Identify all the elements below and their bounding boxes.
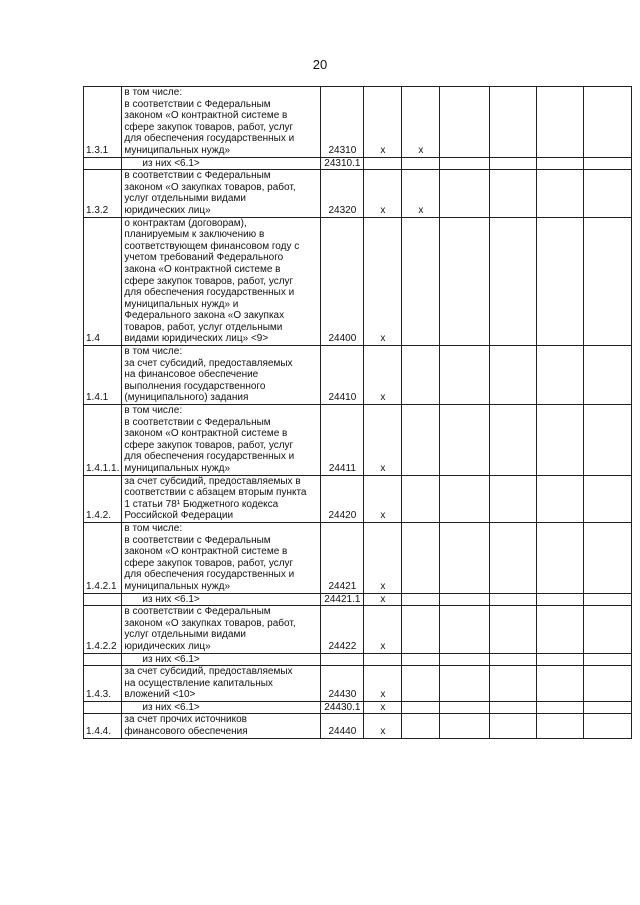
description-line: видами юридических лиц» <9> — [124, 333, 269, 345]
empty-value-cell — [584, 666, 632, 702]
row-number-cell: 1.4.4. — [84, 714, 122, 738]
mark-cell-2 — [402, 714, 440, 738]
empty-value-cell — [584, 522, 632, 593]
row-number-cell — [84, 701, 122, 714]
empty-value-cell — [584, 714, 632, 738]
description-line: соответствующем финансовом году с — [124, 240, 300, 252]
table-row — [84, 522, 632, 593]
empty-value-cell — [537, 346, 584, 405]
description-line: выполнения государственного — [124, 380, 266, 392]
empty-value-cell — [584, 593, 632, 606]
row-code-cell: 24320 — [321, 170, 364, 217]
empty-value-cell — [537, 666, 584, 702]
description-line: Российской Федерации — [124, 510, 234, 522]
description-line: в соответствии с Федеральным — [124, 98, 271, 110]
mark-cell-1 — [364, 157, 402, 170]
empty-value-cell — [490, 346, 537, 405]
description-line: законом «О контрактной системе в — [124, 110, 288, 122]
empty-value-cell — [490, 217, 537, 346]
empty-value-cell — [440, 606, 490, 653]
row-description-cell — [122, 475, 321, 522]
empty-value-cell — [440, 653, 490, 666]
description-line: законом «О контрактной системе в — [124, 546, 288, 558]
row-number-cell — [84, 593, 122, 606]
mark-cell-1: x — [364, 475, 402, 522]
description-line: муниципальных нужд» и — [124, 298, 239, 310]
row-description-cell — [122, 87, 321, 158]
row-code-cell: 24420 — [321, 475, 364, 522]
description-line: законом «О контрактной системе в — [124, 428, 288, 440]
row-number-cell: 1.4.2. — [84, 475, 122, 522]
empty-value-cell — [584, 87, 632, 158]
row-description-cell — [122, 666, 321, 702]
empty-value-cell — [537, 606, 584, 653]
row-description-cell — [122, 405, 321, 476]
description-line: законом «О закупках товаров, работ, — [124, 617, 296, 629]
empty-value-cell — [490, 170, 537, 217]
empty-value-cell — [537, 170, 584, 217]
description-line: учетом требований Федерального — [124, 252, 284, 264]
empty-value-cell — [584, 346, 632, 405]
empty-value-cell — [490, 701, 537, 714]
empty-value-cell — [440, 666, 490, 702]
row-description-cell — [122, 170, 321, 217]
mark-cell-2 — [402, 593, 440, 606]
mark-cell-1: x — [364, 666, 402, 702]
row-code-cell — [321, 653, 364, 666]
description-line: муниципальных нужд» — [124, 463, 230, 474]
row-description-cell — [122, 346, 321, 405]
row-code-cell: 24410 — [321, 346, 364, 405]
row-code-cell: 24422 — [321, 606, 364, 653]
empty-value-cell — [490, 714, 537, 738]
table-row — [84, 475, 632, 522]
mark-cell-1: x — [364, 346, 402, 405]
mark-cell-2 — [402, 217, 440, 346]
empty-value-cell — [537, 714, 584, 738]
description-line: сфере закупок товаров, работ, услуг — [124, 439, 294, 451]
row-code-cell: 24421.1 — [321, 593, 364, 606]
financial-plan-table — [83, 86, 632, 739]
description-line: Федерального закона «О закупках — [124, 310, 285, 322]
empty-value-cell — [490, 405, 537, 476]
row-number-cell: 1.4.1.1. — [84, 405, 122, 476]
mark-cell-2 — [402, 346, 440, 405]
row-code-cell: 24400 — [321, 217, 364, 346]
description-line: сфере закупок товаров, работ, услуг — [124, 557, 294, 569]
empty-value-cell — [584, 170, 632, 217]
description-line: за счет субсидий, предоставляемых — [124, 357, 293, 369]
row-code-cell: 24440 — [321, 714, 364, 738]
empty-value-cell — [584, 217, 632, 346]
description-line: из них <6.1> — [142, 593, 200, 605]
page-number: 20 — [312, 57, 328, 72]
row-number-cell: 1.4.1 — [84, 346, 122, 405]
mark-cell-2: x — [402, 170, 440, 217]
table-row — [84, 666, 632, 702]
description-line: в том числе: — [124, 405, 183, 417]
table-row — [84, 217, 632, 346]
empty-value-cell — [440, 346, 490, 405]
description-line: для обеспечения государственных и — [124, 569, 295, 581]
description-line: муниципальных нужд» — [124, 580, 230, 592]
table-row — [84, 170, 632, 217]
mark-cell-2 — [402, 157, 440, 170]
row-number-cell: 1.4 — [84, 217, 122, 346]
empty-value-cell — [440, 87, 490, 158]
mark-cell-2 — [402, 475, 440, 522]
empty-value-cell — [490, 606, 537, 653]
description-line: закона «О контрактной системе в — [124, 263, 281, 275]
mark-cell-1: x — [364, 170, 402, 217]
description-line: товаров, работ, услуг отдельными — [124, 321, 283, 333]
mark-cell-2 — [402, 405, 440, 476]
empty-value-cell — [440, 405, 490, 476]
description-line: в том числе: — [124, 87, 183, 98]
empty-value-cell — [584, 405, 632, 476]
description-line: из них <6.1> — [142, 157, 200, 169]
description-line: для обеспечения государственных и — [124, 287, 295, 299]
description-line: за счет субсидий, предоставляемых — [124, 666, 293, 678]
row-description-cell — [122, 701, 321, 714]
empty-value-cell — [537, 217, 584, 346]
empty-value-cell — [537, 87, 584, 158]
empty-value-cell — [537, 475, 584, 522]
mark-cell-2 — [402, 522, 440, 593]
description-line: в том числе: — [124, 346, 183, 358]
empty-value-cell — [537, 157, 584, 170]
table-row — [84, 346, 632, 405]
empty-value-cell — [490, 666, 537, 702]
description-line: в том числе: — [124, 522, 183, 534]
mark-cell-2 — [402, 666, 440, 702]
row-number-cell — [84, 157, 122, 170]
row-number-cell: 1.4.2.2 — [84, 606, 122, 653]
empty-value-cell — [584, 475, 632, 522]
description-line: 1 статьи 78¹ Бюджетного кодекса — [124, 498, 279, 510]
row-description-cell — [122, 714, 321, 738]
empty-value-cell — [440, 157, 490, 170]
table-row — [84, 593, 632, 606]
row-description-cell — [122, 217, 321, 346]
description-line: за счет субсидий, предоставляемых в — [124, 475, 301, 487]
row-number-cell: 1.4.2.1 — [84, 522, 122, 593]
empty-value-cell — [490, 522, 537, 593]
table-row — [84, 606, 632, 653]
description-line: в соответствии с Федеральным — [124, 416, 271, 428]
empty-value-cell — [584, 157, 632, 170]
empty-value-cell — [490, 157, 537, 170]
description-line: из них <6.1> — [142, 701, 200, 713]
description-line: планируемым к заключению в — [124, 229, 265, 241]
description-line: в соответствии с Федеральным — [124, 606, 271, 618]
description-line: в соответствии с Федеральным — [124, 170, 271, 182]
description-line: на финансовое обеспечение — [124, 369, 259, 381]
empty-value-cell — [440, 593, 490, 606]
description-line: законом «О закупках товаров, работ, — [124, 181, 296, 193]
mark-cell-2 — [402, 606, 440, 653]
row-number-cell: 1.4.3. — [84, 666, 122, 702]
description-line: юридических лиц» — [124, 204, 211, 216]
description-line: услуг отдельными видами — [124, 193, 246, 205]
description-line: муниципальных нужд» — [124, 144, 230, 156]
empty-value-cell — [490, 653, 537, 666]
empty-value-cell — [490, 87, 537, 158]
row-code-cell: 24430.1 — [321, 701, 364, 714]
empty-value-cell — [440, 522, 490, 593]
mark-cell-1: x — [364, 606, 402, 653]
empty-value-cell — [537, 522, 584, 593]
row-number-cell — [84, 653, 122, 666]
row-code-cell: 24430 — [321, 666, 364, 702]
description-line: для обеспечения государственных и — [124, 451, 295, 463]
description-line: сфере закупок товаров, работ, услуг — [124, 121, 294, 133]
empty-value-cell — [440, 714, 490, 738]
mark-cell-2: x — [402, 87, 440, 158]
row-code-cell: 24310 — [321, 87, 364, 158]
mark-cell-2 — [402, 701, 440, 714]
empty-value-cell — [584, 701, 632, 714]
empty-value-cell — [440, 217, 490, 346]
empty-value-cell — [440, 170, 490, 217]
description-line: вложений <10> — [124, 689, 196, 701]
empty-value-cell — [537, 653, 584, 666]
row-code-cell: 24421 — [321, 522, 364, 593]
description-line: услуг отдельными видами — [124, 629, 246, 641]
table-row — [84, 653, 632, 666]
description-line: юридических лиц» — [124, 640, 211, 652]
description-line: на осуществление капитальных — [124, 677, 273, 689]
table-row — [84, 405, 632, 476]
empty-value-cell — [490, 593, 537, 606]
mark-cell-1: x — [364, 593, 402, 606]
mark-cell-2 — [402, 653, 440, 666]
description-line: из них <6.1> — [142, 653, 200, 665]
mark-cell-1: x — [364, 217, 402, 346]
row-number-cell: 1.3.1 — [84, 87, 122, 158]
mark-cell-1 — [364, 653, 402, 666]
empty-value-cell — [440, 701, 490, 714]
row-code-cell: 24310.1 — [321, 157, 364, 170]
row-description-cell — [122, 606, 321, 653]
row-description-cell — [122, 522, 321, 593]
row-code-cell: 24411 — [321, 405, 364, 476]
table-row — [84, 87, 632, 158]
empty-value-cell — [537, 701, 584, 714]
description-line: (муниципального) задания — [124, 392, 249, 404]
mark-cell-1: x — [364, 714, 402, 738]
table-row — [84, 714, 632, 738]
description-line: за счет прочих источников — [124, 714, 247, 726]
table-row — [84, 701, 632, 714]
description-line: для обеспечения государственных и — [124, 133, 295, 145]
empty-value-cell — [537, 593, 584, 606]
mark-cell-1: x — [364, 522, 402, 593]
row-description-cell — [122, 157, 321, 170]
empty-value-cell — [490, 475, 537, 522]
description-line: финансового обеспечения — [124, 726, 248, 738]
table-row — [84, 157, 632, 170]
row-number-cell: 1.3.2 — [84, 170, 122, 217]
empty-value-cell — [584, 606, 632, 653]
description-line: в соответствии с Федеральным — [124, 534, 271, 546]
row-description-cell — [122, 593, 321, 606]
description-line: о контрактам (договорам), — [124, 217, 247, 229]
description-line: сфере закупок товаров, работ, услуг — [124, 275, 294, 287]
row-description-cell — [122, 653, 321, 666]
empty-value-cell — [584, 653, 632, 666]
mark-cell-1: x — [364, 87, 402, 158]
empty-value-cell — [440, 475, 490, 522]
empty-value-cell — [537, 405, 584, 476]
description-line: соответствии с абзацем вторым пункта — [124, 487, 307, 499]
mark-cell-1: x — [364, 701, 402, 714]
mark-cell-1: x — [364, 405, 402, 476]
